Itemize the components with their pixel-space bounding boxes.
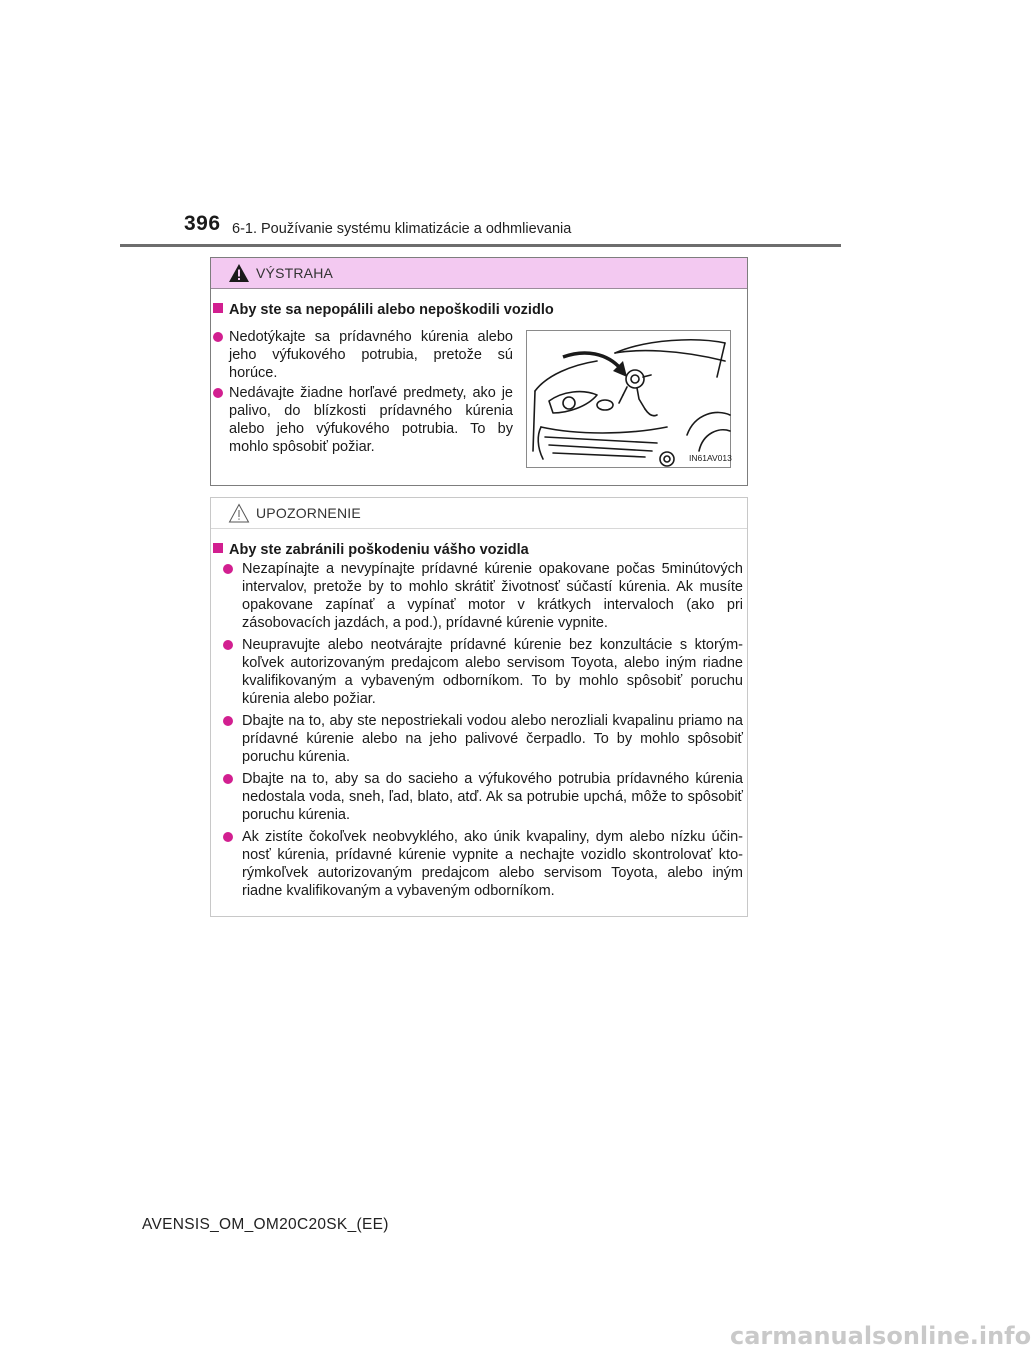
- page-number: 396: [184, 212, 221, 235]
- document-code: AVENSIS_OM_OM20C20SK_(EE): [142, 1216, 389, 1233]
- bullet-icon: [223, 640, 233, 650]
- bullet-icon: [223, 832, 233, 842]
- warning-subhead: [213, 302, 554, 318]
- caution-item: [223, 560, 743, 632]
- caution-item-text: Dbajte na to, aby ste nepostriekali vodou alebo nerozliali kvapalinu priamo na prídavné kúrenie alebo na jeho palivové čerpadlo. To by mohlo spôsobiť poruchu kúrenia.: [242, 713, 743, 765]
- illustration-code: IN61AV013: [689, 453, 732, 463]
- caution-item: [223, 712, 743, 766]
- caution-header: [211, 498, 747, 529]
- caution-item: [223, 828, 743, 900]
- bullet-icon: [223, 774, 233, 784]
- caution-triangle-icon: [228, 503, 250, 523]
- caution-list: [223, 560, 743, 904]
- section-title: 6-1. Používanie systému klimatizácie a odhmlievania: [232, 221, 572, 237]
- bullet-icon: [223, 564, 233, 574]
- caution-item-text: Nezapínajte a nevypínajte prídavné kúrenie opakovane počas 5minútových intervalov, pretože by to mohlo skrátiť životnosť súčastí kúrenia. Ak musíte opakovane zapínať a vypínať motor v krátkych intervaloch (ako pri zásobovacích jazdách, a pod.), prídavné kúrenie vypnite.: [242, 561, 743, 631]
- warning-subhead-text: Aby ste sa nepopálili alebo nepoškodili vozidlo: [229, 302, 554, 318]
- caution-subhead: [213, 542, 529, 558]
- watermark: carmanualsonline.info: [730, 1322, 1031, 1350]
- car-front-drawing: [527, 331, 730, 467]
- caution-label: UPOZORNENIE: [256, 505, 361, 521]
- warning-header: [211, 258, 747, 289]
- warning-triangle-icon: [228, 263, 250, 283]
- warning-item: [213, 328, 513, 382]
- caution-box: [210, 497, 748, 917]
- warning-item: [213, 384, 513, 456]
- warning-item-text: Nedávajte žiadne horľavé predmety, ako je palivo, do blízkosti prídavného kúrenia alebo jeho výfukového potrubia. To by mohlo spôsobiť požiar.: [229, 385, 513, 455]
- caution-subhead-text: Aby ste zabránili poškodeniu vášho vozidla: [229, 542, 529, 558]
- warning-box: [210, 257, 748, 486]
- square-bullet-icon: [213, 543, 223, 553]
- warning-item-text: Nedotýkajte sa prídavného kúrenia alebo jeho výfukového potrubia, pretože sú horúce.: [229, 329, 513, 381]
- bullet-icon: [213, 332, 223, 342]
- bullet-icon: [223, 716, 233, 726]
- caution-item: [223, 636, 743, 708]
- warning-label: VÝSTRAHA: [256, 265, 334, 281]
- caution-item-text: Dbajte na to, aby sa do sacieho a výfukového potrubia prídavného kúrenia nedostala voda, sneh, ľad, blato, atď. Ak sa potrubie upchá, môže to spôsobiť poruchu kúrenia.: [242, 771, 743, 823]
- caution-item-text: Neupravujte alebo neotvárajte prídavné kúrenie bez konzultácie s ktorýmkoľvek autorizovaným predajcom alebo servisom Toyota, alebo iným riadne kvalifikovaným a vybaveným odborníkom. To by mohlo spôsobiť poruchu kúrenia alebo požiar.: [242, 637, 743, 707]
- bullet-icon: [213, 388, 223, 398]
- header-rule: [120, 244, 841, 247]
- car-heater-illustration: [526, 330, 731, 468]
- caution-item: [223, 770, 743, 824]
- square-bullet-icon: [213, 303, 223, 313]
- caution-item-text: Ak zistíte čokoľvek neobvyklého, ako únik kvapaliny, dym alebo nízku účinnosť kúrenia, prídavné kúrenie vypnite a nechajte vozidlo skontrolovať ktorýmkoľvek autorizovaným predajcom alebo servisom Toyota, alebo iným riadne kvalifikovaným a vybaveným odborníkom.: [242, 829, 743, 899]
